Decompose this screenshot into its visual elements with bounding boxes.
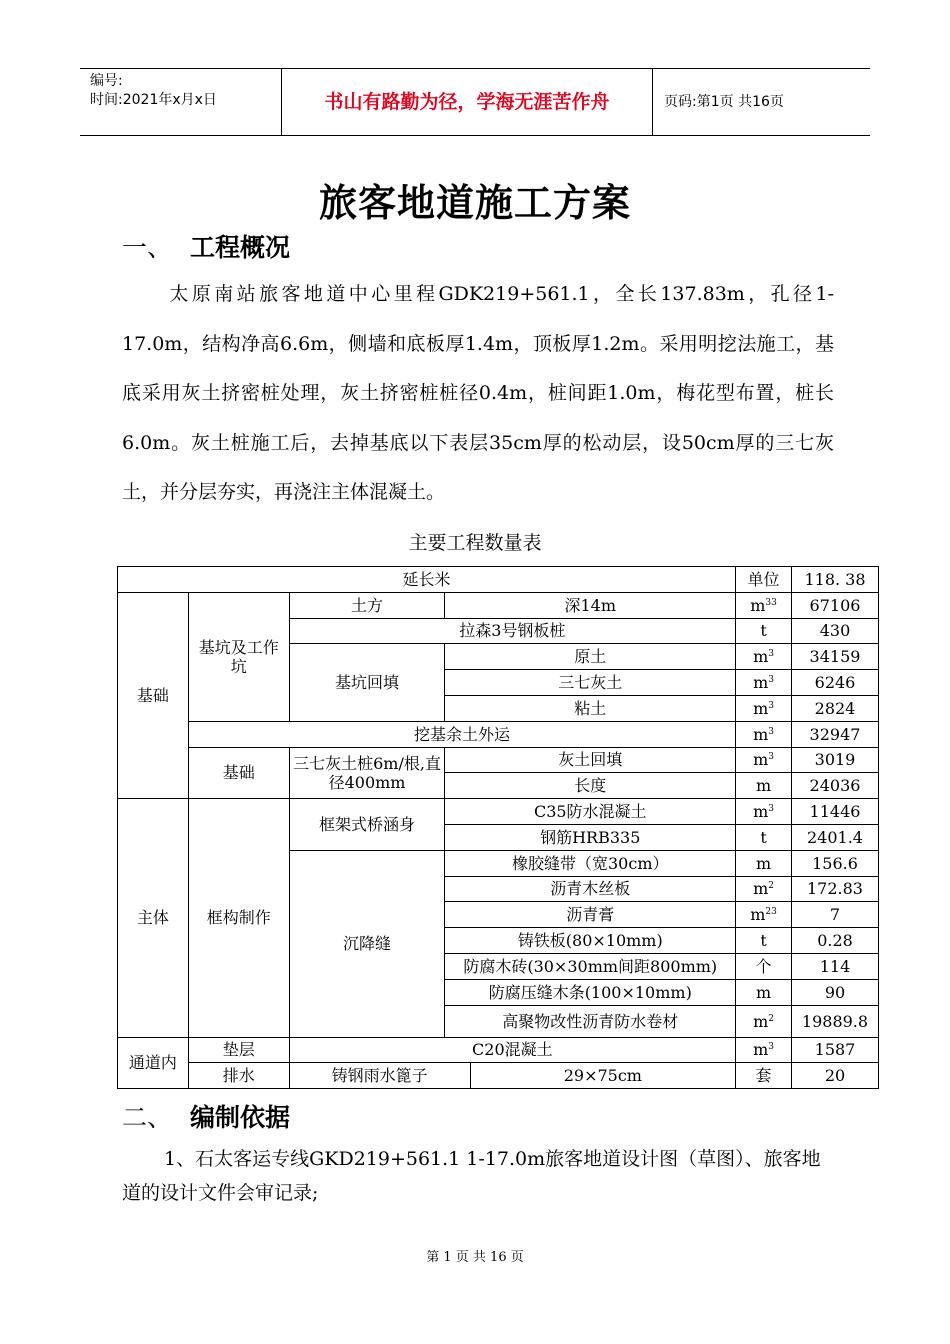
table-cell: 沥青木丝板 bbox=[445, 876, 736, 902]
basis-item bbox=[122, 1142, 834, 1210]
section-heading-1 bbox=[122, 228, 290, 264]
unit-cell: $m^3$ bbox=[736, 721, 792, 747]
unit-cell: 个 bbox=[736, 953, 792, 979]
unit-cell: t bbox=[736, 618, 792, 644]
table-cell: 铸铁板(80×10mm) bbox=[445, 928, 736, 954]
group-cell: 主体 bbox=[118, 799, 189, 1037]
page-footer: 第 1 页 共 16 页 bbox=[426, 1250, 524, 1265]
group-cell: 通道内 bbox=[118, 1037, 189, 1089]
unit-cell: $m^3$ bbox=[736, 799, 792, 825]
table-cell: C20混凝土 bbox=[289, 1037, 735, 1063]
unit-cell: 套 bbox=[736, 1063, 792, 1089]
table-cell: 防腐压缝木条(100×10mm) bbox=[445, 979, 736, 1005]
group-cell: 基础 bbox=[118, 592, 189, 798]
table-cell: 32947 bbox=[792, 721, 879, 747]
table-cell: 172.83 bbox=[792, 876, 879, 902]
table-cell: 2401.4 bbox=[792, 824, 879, 850]
table-cell: 粘土 bbox=[445, 695, 736, 721]
split-cell bbox=[289, 1063, 735, 1089]
section-heading-2 bbox=[122, 1098, 290, 1134]
table-row bbox=[118, 1037, 879, 1063]
table-cell: 高聚物改性沥青防水卷材 bbox=[445, 1005, 736, 1037]
table-cell: 延长米 bbox=[118, 567, 736, 593]
subgroup-cell: 基础 bbox=[188, 747, 289, 799]
unit-cell: m bbox=[736, 850, 792, 876]
table-cell: 钢筋HRB335 bbox=[445, 824, 736, 850]
table-cell: 24036 bbox=[792, 773, 879, 799]
unit-cell: m bbox=[736, 979, 792, 1005]
unit-cell: t bbox=[736, 824, 792, 850]
table-cell: 2824 bbox=[792, 695, 879, 721]
unit-cell: $m^{33}$ bbox=[736, 592, 792, 618]
unit-cell: $m^3$ bbox=[736, 1037, 792, 1063]
table-row bbox=[118, 747, 879, 773]
table-cell: 67106 bbox=[792, 592, 879, 618]
table-cell: 原土 bbox=[445, 644, 736, 670]
table-row bbox=[118, 567, 879, 593]
table-cell: 土方 bbox=[289, 592, 445, 618]
unit-cell: $m^2$ bbox=[736, 876, 792, 902]
subgroup-cell: 排水 bbox=[188, 1063, 289, 1089]
table-row bbox=[118, 1063, 879, 1089]
unit-cell: $m^3$ bbox=[736, 670, 792, 696]
subgroup-cell: 基坑及工作坑 bbox=[188, 592, 289, 721]
table-cell: 拉森3号钢板桩 bbox=[289, 618, 735, 644]
table-cell: 沉降缝 bbox=[289, 850, 445, 1037]
table-cell: 单位 bbox=[736, 567, 792, 593]
table-cell: 430 bbox=[792, 618, 879, 644]
table-cell: 灰土回填 bbox=[445, 747, 736, 773]
unit-cell: $m^3$ bbox=[736, 695, 792, 721]
table-cell: 框架式桥涵身 bbox=[289, 799, 445, 851]
table-cell: 19889.8 bbox=[792, 1005, 879, 1037]
table-cell: 三七灰土 bbox=[445, 670, 736, 696]
table-cell: 防腐木砖(30×30mm间距800mm) bbox=[445, 953, 736, 979]
table-cell: 118. 38 bbox=[792, 567, 879, 593]
unit-cell: $m^{23}$ bbox=[736, 902, 792, 928]
table-cell: 156.6 bbox=[792, 850, 879, 876]
subgroup-cell: 框构制作 bbox=[188, 799, 289, 1037]
unit-cell: $m^2$ bbox=[736, 1005, 792, 1037]
table-cell: 3019 bbox=[792, 747, 879, 773]
page-info: 页码:第1页 共16页 bbox=[664, 94, 784, 110]
table-cell: 90 bbox=[792, 979, 879, 1005]
overview-paragraph bbox=[122, 270, 834, 518]
table-cell: 29×75cm bbox=[563, 1066, 642, 1086]
table-cell: C35防水混凝土 bbox=[445, 799, 736, 825]
section-number: 一、 bbox=[122, 233, 173, 262]
unit-cell: t bbox=[736, 928, 792, 954]
table-cell: 三七灰土桩6m/根,直径400mm bbox=[289, 747, 445, 799]
document-title: 旅客地道施工方案 bbox=[318, 181, 631, 225]
unit-cell: $m^3$ bbox=[736, 747, 792, 773]
basis-text: 1、石太客运专线GKD219+561.1 1-17.0m旅客地道设计图（草图）、旅客地道的设计文件会审记录; bbox=[122, 1148, 821, 1204]
table-cell: 基坑回填 bbox=[289, 644, 445, 721]
subgroup-cell: 垫层 bbox=[188, 1037, 289, 1063]
table-cell: 沥青膏 bbox=[445, 902, 736, 928]
table-caption: 主要工程数量表 bbox=[408, 532, 542, 554]
table-row bbox=[118, 721, 879, 747]
table-cell: 6246 bbox=[792, 670, 879, 696]
table-cell: 铸钢雨水篦子 bbox=[290, 1063, 471, 1088]
section-title: 工程概况 bbox=[190, 233, 291, 262]
table-cell: 橡胶缝带（宽30cm） bbox=[445, 850, 736, 876]
date-label: 时间:2021年x月x日 bbox=[90, 92, 217, 108]
unit-cell: m bbox=[736, 773, 792, 799]
quantity-table bbox=[117, 566, 879, 1089]
table-cell: 长度 bbox=[445, 773, 736, 799]
page-header bbox=[80, 68, 870, 136]
table-cell: 20 bbox=[792, 1063, 879, 1089]
motto: 书山有路勤为径，学海无涯苦作舟 bbox=[281, 69, 653, 135]
table-cell: 挖基余土外运 bbox=[188, 721, 735, 747]
table-cell: 深14m bbox=[445, 592, 736, 618]
unit-cell: $m^3$ bbox=[736, 644, 792, 670]
table-row bbox=[118, 799, 879, 825]
header-left bbox=[80, 69, 280, 135]
table-cell: 11446 bbox=[792, 799, 879, 825]
number-label: 编号: bbox=[90, 73, 123, 89]
section-number: 二、 bbox=[122, 1103, 173, 1132]
section-title: 编制依据 bbox=[190, 1103, 291, 1132]
table-row bbox=[118, 592, 879, 618]
overview-text: 太原南站旅客地道中心里程GDK219+561.1，全长137.83m，孔径1-17.0m，结构净高6.6m，侧墙和底板厚1.4m，顶板厚1.2m。采用明挖法施工，基底采用灰土挤密桩处理，灰土挤密桩桩径0.4m，桩间距1.0m，梅花型布置，桩长6.0m。灰土桩施工后，去掉基底以下表层35cm厚的松动层，设50cm厚的三七灰土，并分层夯实，再浇注主体混凝土。 bbox=[122, 283, 834, 503]
table-cell: 114 bbox=[792, 953, 879, 979]
table-cell: 34159 bbox=[792, 644, 879, 670]
table-cell: 7 bbox=[792, 902, 879, 928]
table-cell: 1587 bbox=[792, 1037, 879, 1063]
table-cell: 0.28 bbox=[792, 928, 879, 954]
